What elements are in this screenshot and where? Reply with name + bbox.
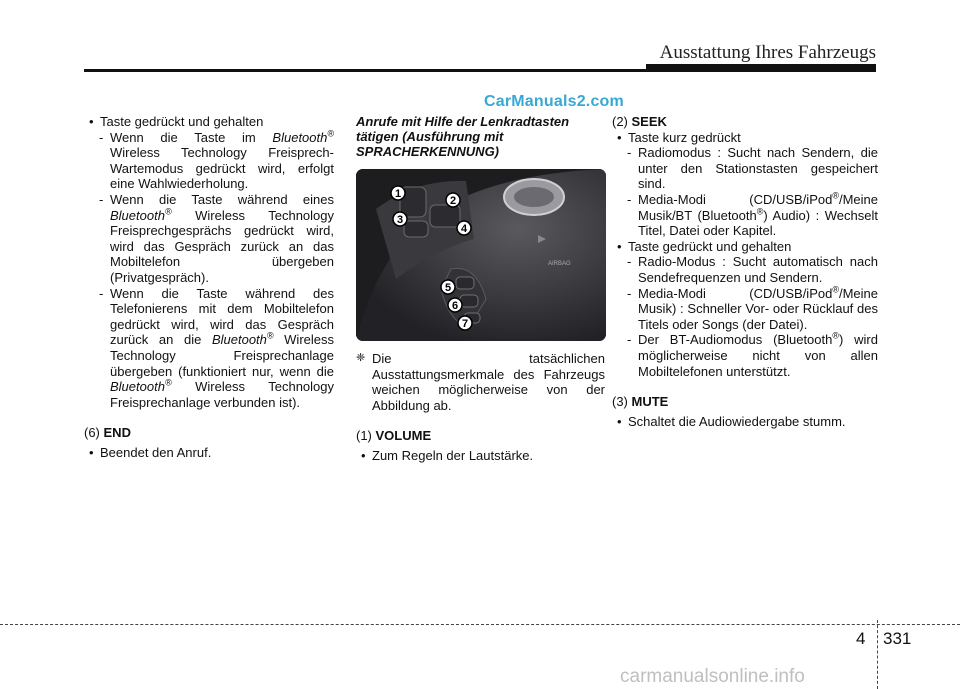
sub-item-radio-auto [612,254,878,285]
sub-item-transfer-call [84,286,334,411]
sub-item-radio [612,145,878,192]
heading-number: (2) [612,114,628,129]
page-number: 331 [883,629,912,648]
bluetooth-text: Bluetooth [110,207,165,223]
sub-item-media-ff [612,286,878,333]
footer-rule [0,624,960,625]
page-chapter: 4 [856,629,866,648]
bullet-end-call [84,445,334,461]
text: Wireless Technology Freisprechanlage verbunden ist). [110,379,334,410]
illustration-note [356,351,605,413]
text: Media-Modi (CD/USB/iPod [638,285,833,301]
bullet-mute [612,414,878,430]
text: Media-Modi (CD/USB/iPod [638,191,833,207]
heading-volume [356,428,605,444]
callout-1: 1 [394,188,402,200]
bullet-text: Taste gedrückt und gehalten [628,238,792,254]
registered-mark: ® [164,206,172,217]
callout-4: 4 [460,223,468,235]
header-title: Ausstattung Ihres Fahrzeugs [659,42,876,63]
text: Wenn die Taste während eines [110,191,334,207]
text: Wireless Technology Freisprech-Wartemodus gedrückt wird, erfolgt eine Wahlwiederholung. [110,145,334,192]
registered-mark: ® [327,128,334,139]
airbag-label: AIRBAG [548,261,571,267]
heading-label: END [103,425,131,441]
text: Wireless Technology Freisprechanlage übergeben (funktioniert nur, wenn die [110,332,334,379]
steering-wheel-illustration [356,169,606,341]
heading-label: MUTE [631,394,669,410]
bullet-text: Taste gedrückt und gehalten [100,114,264,129]
text: /Meine Musik/BT (Bluetooth [638,191,878,223]
bullet-held [84,114,334,130]
watermark-bottom[interactable]: carmanualsonline.info [620,666,805,687]
bullet-text: Zum Regeln der Lautstärke. [372,447,534,463]
registered-mark: ® [832,330,839,341]
text: Radiomodus : Sucht nach Sendern, die unter den Stationstasten gespeichert sind. [638,145,878,192]
registered-mark: ® [832,190,839,201]
text: ) Audio) : Wechselt Titel, Datei oder Kapitel. [638,207,878,239]
heading-number: (6) [84,425,100,441]
bluetooth-text: Bluetooth [211,332,267,348]
heading-end [84,425,334,441]
column-middle [356,114,605,464]
bullet-text: Beendet den Anruf. [100,444,212,460]
header-rule [84,69,876,72]
callout-5: 5 [444,282,452,294]
registered-mark: ® [756,206,764,217]
text: Wenn die Taste im [110,129,256,145]
text: Wenn die Taste während des Telefonierens mit dem Mobiltelefon gedrückt wird, wird das Gespräch zurück an die [110,285,334,348]
callout-3: 3 [396,214,404,226]
text: /Meine Musik) : Schneller Vor- oder Rücklauf des Titels oder Songs (der Datei). [638,285,878,332]
watermark-top[interactable]: CarManuals2.com [484,93,624,110]
sub-item-media [612,192,878,239]
registered-mark: ® [164,377,172,388]
sub-item-bt-audio [612,332,878,379]
bullet-short-press [612,130,878,146]
heading-label: SEEK [631,114,667,129]
callout-6: 6 [451,300,459,312]
sub-item-redial [84,130,334,192]
text: Wireless Technology Freisprechgesprächs gedrückt wird, wird das Gespräch zurück an das Mobiltelefon übergeben (Privatgespräch). [110,207,334,285]
text: Der BT-Audiomodus (Bluetooth [638,332,833,348]
bullet-volume [356,448,605,464]
bluetooth-text: Bluetooth [110,379,165,395]
registered-mark: ® [832,284,839,295]
registered-mark: ® [266,330,274,341]
heading-number: (1) [356,428,372,444]
bullet-text: Schaltet die Audiowiedergabe stumm. [628,413,846,429]
heading-seek [612,114,878,130]
bluetooth-text: Bluetooth [272,129,328,145]
column-right [612,114,878,429]
text: ) wird möglicherweise nicht von allen Mobiltelefonen unterstützt. [638,332,878,379]
column-left [84,114,334,460]
note-text: Die tatsächlichen Ausstattungsmerkmale des Fahrzeugs weichen möglicherweise von der Abbildung ab. [372,351,605,413]
footer-divider [877,620,878,689]
callout-2: 2 [449,195,457,207]
bullet-text: Taste kurz gedrückt [628,129,741,145]
heading-label: VOLUME [375,428,432,444]
heading-mute [612,394,878,410]
section-title: Anrufe mit Hilfe der Lenkradtasten tätigen (Ausführung mit SPRACHERKENNUNG) [356,114,570,159]
sub-item-private-call [84,192,334,286]
bullet-held [612,239,878,255]
callout-7: 7 [461,318,469,330]
text: Radio-Modus : Sucht automatisch nach Sendefrequenzen und Sendern. [638,254,878,285]
heading-number: (3) [612,394,628,410]
steering-wheel-photo [356,169,606,341]
